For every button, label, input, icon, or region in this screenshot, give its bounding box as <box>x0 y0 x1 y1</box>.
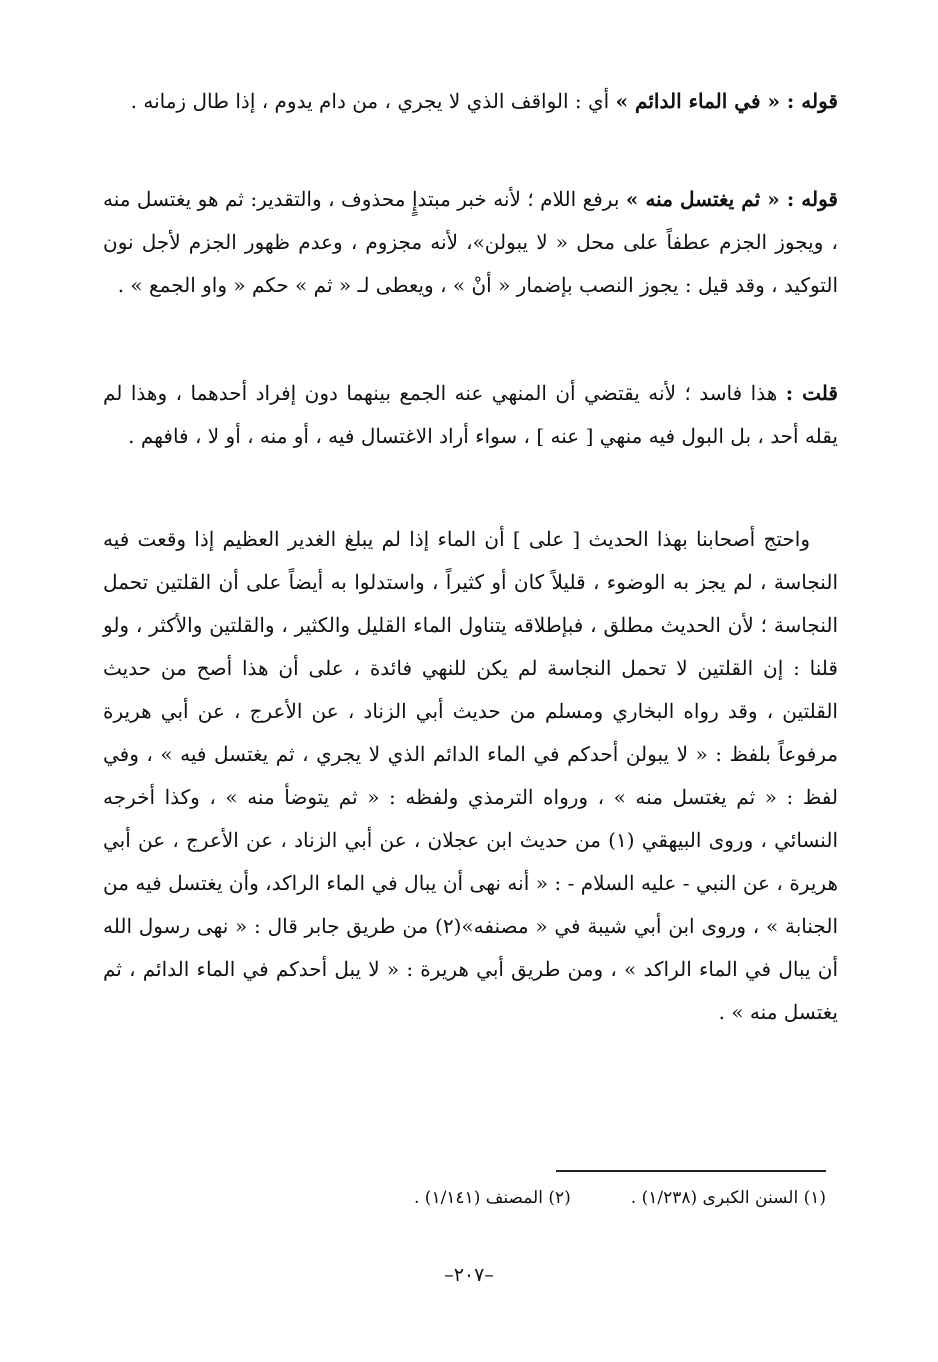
footnote-divider <box>556 1170 826 1172</box>
paragraph-4 <box>103 518 838 1034</box>
footnote-2: (٢) المصنف (١/١٤١) . <box>413 1188 571 1208</box>
paragraph-2 <box>103 178 838 307</box>
paragraph-3-text: هذا فاسد ؛ لأنه يقتضي أن المنهي عنه الجمع بينهما دون إفراد أحدهما ، وهذا لم يقله أحد ، بل البول فيه منهي [ عنه ] ، سواء أراد الاغتسال فيه ، أو منه ، أو لا ، فافهم . <box>103 381 838 448</box>
paragraph-3 <box>103 372 838 458</box>
footnotes <box>116 1186 826 1210</box>
paragraph-2-lead: قوله : « ثم يغتسل منه » <box>625 187 838 211</box>
footnote-1: (١) السنن الكبرى (١/٢٣٨) . <box>630 1188 826 1208</box>
paragraph-1-text: أي : الواقف الذي لا يجري ، من دام يدوم ، إذا طال زمانه . <box>130 89 616 113</box>
paragraph-3-lead: قلت : <box>785 381 838 405</box>
paragraph-1-lead: قوله : « في الماء الدائم » <box>615 89 838 113</box>
paragraph-1 <box>103 80 838 123</box>
page-number: –٢٠٧– <box>444 1264 494 1286</box>
paragraph-4-text: واحتج أصحابنا بهذا الحديث [ على ] أن الماء إذا لم يبلغ الغدير العظيم إذا وقعت فيه النجاسة ، لم يجز به الوضوء ، قليلاً كان أو كثيراً ، واستدلوا به أيضاً على أن القلتين تحمل النجاسة ؛ لأن الحديث مطلق ، فبإطلاقه يتناول الماء القليل والكثير ، والقلتين والأكثر ، ولو قلنا : إن القلتين لا تحمل النجاسة لم يكن للنهي فائدة ، على أن هذا أصح من حديث القلتين ، وقد رواه البخاري ومسلم من حديث أبي الزناد ، عن الأعرج ، عن أبي هريرة مرفوعاً بلفظ : « لا يبولن أحدكم في الماء الدائم الذي لا يجري ، ثم يغتسل فيه » ، وفي لفظ : « ثم يغتسل منه » ، ورواه الترمذي ولفظه : « ثم يتوضأ منه » ، وكذا أخرجه النسائي ، وروى البيهقي (١) من حديث ابن عجلان ، عن أبي الزناد ، عن الأعرج ، عن أبي هريرة ، عن النبي - عليه السلام - : « أنه نهى أن يبال في الماء الراكد، وأن يغتسل فيه من الجنابة » ، وروى ابن أبي شيبة في « مصنفه»(٢) من طريق جابر قال : « نهى رسول الله أن يبال في الماء الراكد » ، ومن طريق أبي هريرة : « لا يبل أحدكم في الماء الدائم ، ثم يغتسل منه » . <box>103 527 838 1024</box>
paragraph-2-text: برفع اللام ؛ لأنه خبر مبتدإٍ محذوف ، والتقدير: ثم هو يغتسل منه ، ويجوز الجزم عطفاً على محل « لا يبولن»، لأنه مجزوم ، وعدم ظهور الجزم لأجل نون التوكيد ، وقد قيل : يجوز النصب بإضمار « أنْ » ، ويعطى لـ « ثم » حكم « واو الجمع » . <box>103 187 838 297</box>
